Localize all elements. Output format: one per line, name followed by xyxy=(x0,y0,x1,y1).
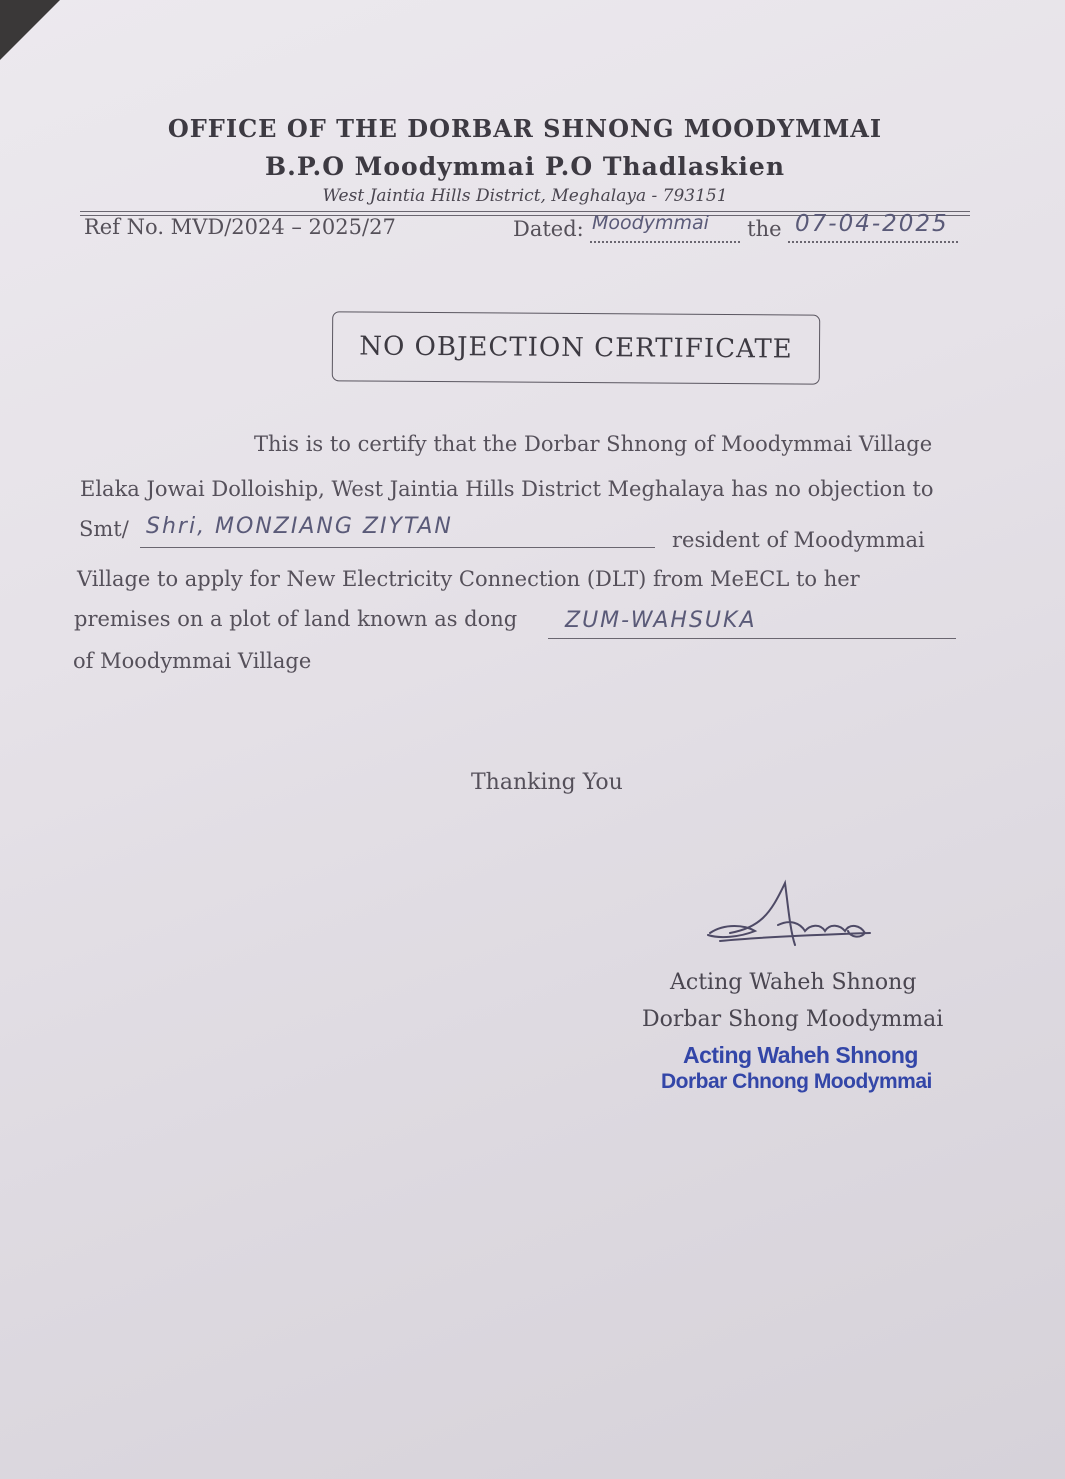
stamp-line-1: Acting Waheh Shnong xyxy=(683,1042,918,1068)
dong-name-handwritten: ZUM-WAHSUKA xyxy=(565,608,757,633)
body-line-3-prefix: Smt/ xyxy=(79,517,129,541)
dated-label: Dated: xyxy=(513,217,584,241)
the-label: the xyxy=(747,217,782,241)
dong-name-underline xyxy=(548,638,956,639)
signatory-title-2: Dorbar Shong Moodymmai xyxy=(642,1007,944,1032)
office-heading: OFFICE OF THE DORBAR SHNONG MOODYMMAI xyxy=(167,114,883,143)
postal-address: B.P.O Moodymmai P.O Thadlaskien xyxy=(265,152,785,181)
body-line-6: of Moodymmai Village xyxy=(73,649,312,673)
body-line-3-suffix: resident of Moodymmai xyxy=(672,528,925,552)
certificate-title: NO OBJECTION CERTIFICATE xyxy=(359,331,793,365)
dated-place-handwritten: Moodymmai xyxy=(592,212,709,234)
district-address: West Jaintia Hills District, Meghalaya - 793151 xyxy=(322,186,728,206)
reference-number: Ref No. MVD/2024 – 2025/27 xyxy=(84,215,396,239)
page-corner-shadow xyxy=(0,0,60,60)
applicant-name-handwritten: Shri, MONZIANG ZIYTAN xyxy=(146,514,453,539)
body-line-2: Elaka Jowai Dolloiship, West Jaintia Hills District Meghalaya has no objection to xyxy=(80,477,934,501)
closing-thanks: Thanking You xyxy=(471,770,623,795)
certificate-title-box xyxy=(332,311,820,384)
date-handwritten: 07-04-2025 xyxy=(795,211,949,237)
body-line-1: This is to certify that the Dorbar Shnong of Moodymmai Village xyxy=(254,432,933,456)
stamp-line-2: Dorbar Chnong Moodymmai xyxy=(661,1070,932,1093)
body-line-5-prefix: premises on a plot of land known as dong xyxy=(74,607,518,631)
applicant-name-underline xyxy=(140,547,655,548)
body-line-4: Village to apply for New Electricity Connection (DLT) from MeECL to her xyxy=(77,567,860,591)
signature-image xyxy=(700,875,880,970)
signatory-title-1: Acting Waheh Shnong xyxy=(670,970,917,995)
